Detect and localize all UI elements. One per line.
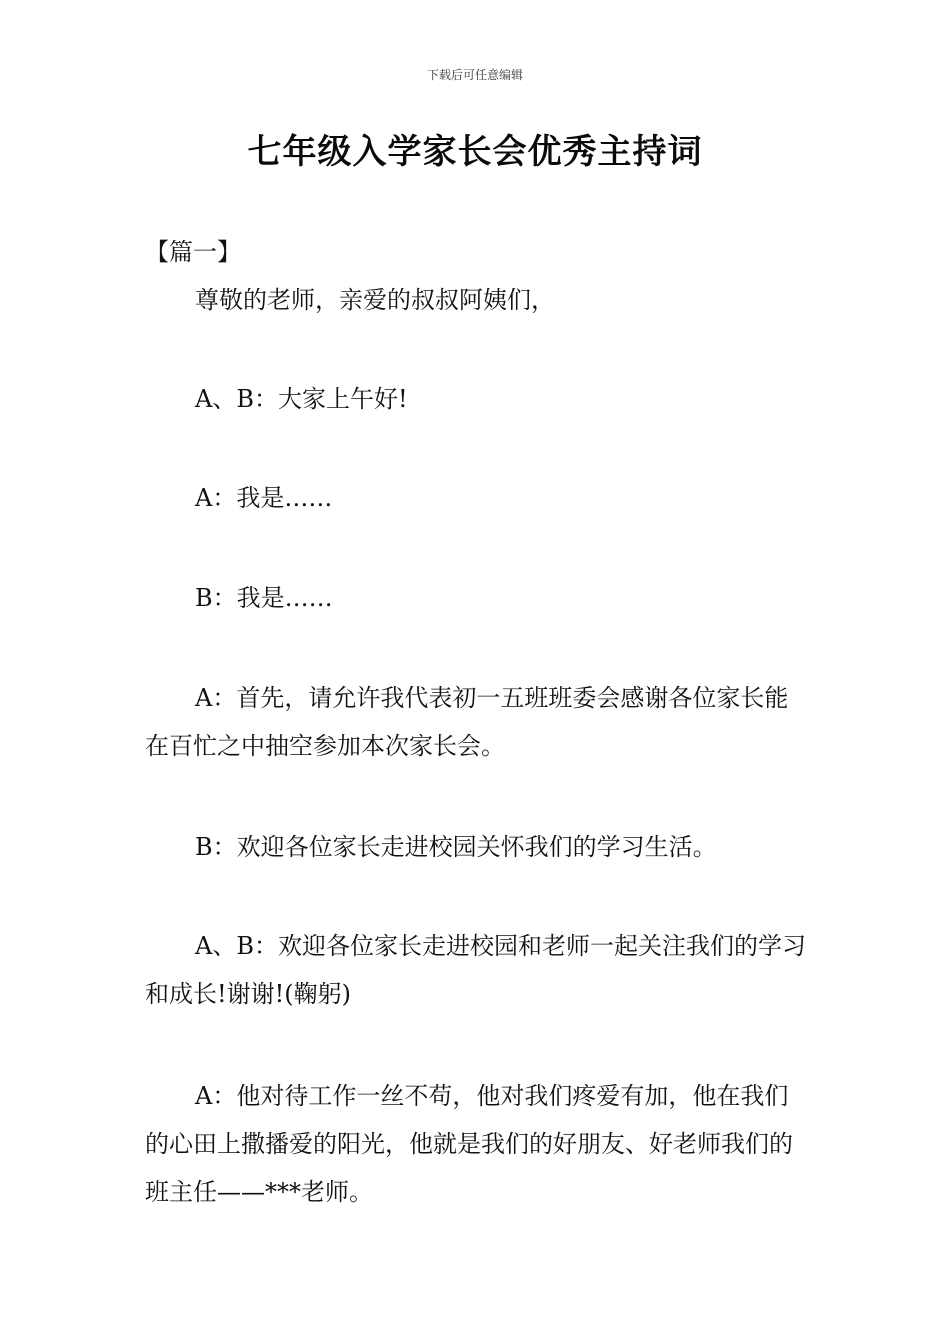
paragraph: A、B：大家上午好! — [195, 385, 408, 413]
paragraph: A：他对待工作一丝不苟，他对我们疼爱有加，他在我们的心田上撒播爱的阳光，他就是我们的好朋友、好老师我们的班主任——***老师。 — [145, 1082, 793, 1206]
section-label: 【篇一】 — [145, 238, 241, 266]
header-note: 下载后可任意编辑 — [426, 68, 523, 82]
paragraph: A：我是…… — [195, 484, 333, 512]
document-title: 七年级入学家长会优秀主持词 — [247, 132, 703, 172]
paragraph-greeting: 尊敬的老师，亲爱的叔叔阿姨们， — [195, 286, 555, 314]
paragraph: A：首先，请允许我代表初一五班班委会感谢各位家长能在百忙之中抽空参加本次家长会。 — [145, 684, 789, 760]
paragraph: A、B：欢迎各位家长走进校园和老师一起关注我们的学习和成长!谢谢!(鞠躬) — [145, 932, 806, 1008]
paragraph: B：欢迎各位家长走进校园关怀我们的学习生活。 — [195, 833, 717, 861]
paragraph: B：我是…… — [195, 584, 333, 612]
